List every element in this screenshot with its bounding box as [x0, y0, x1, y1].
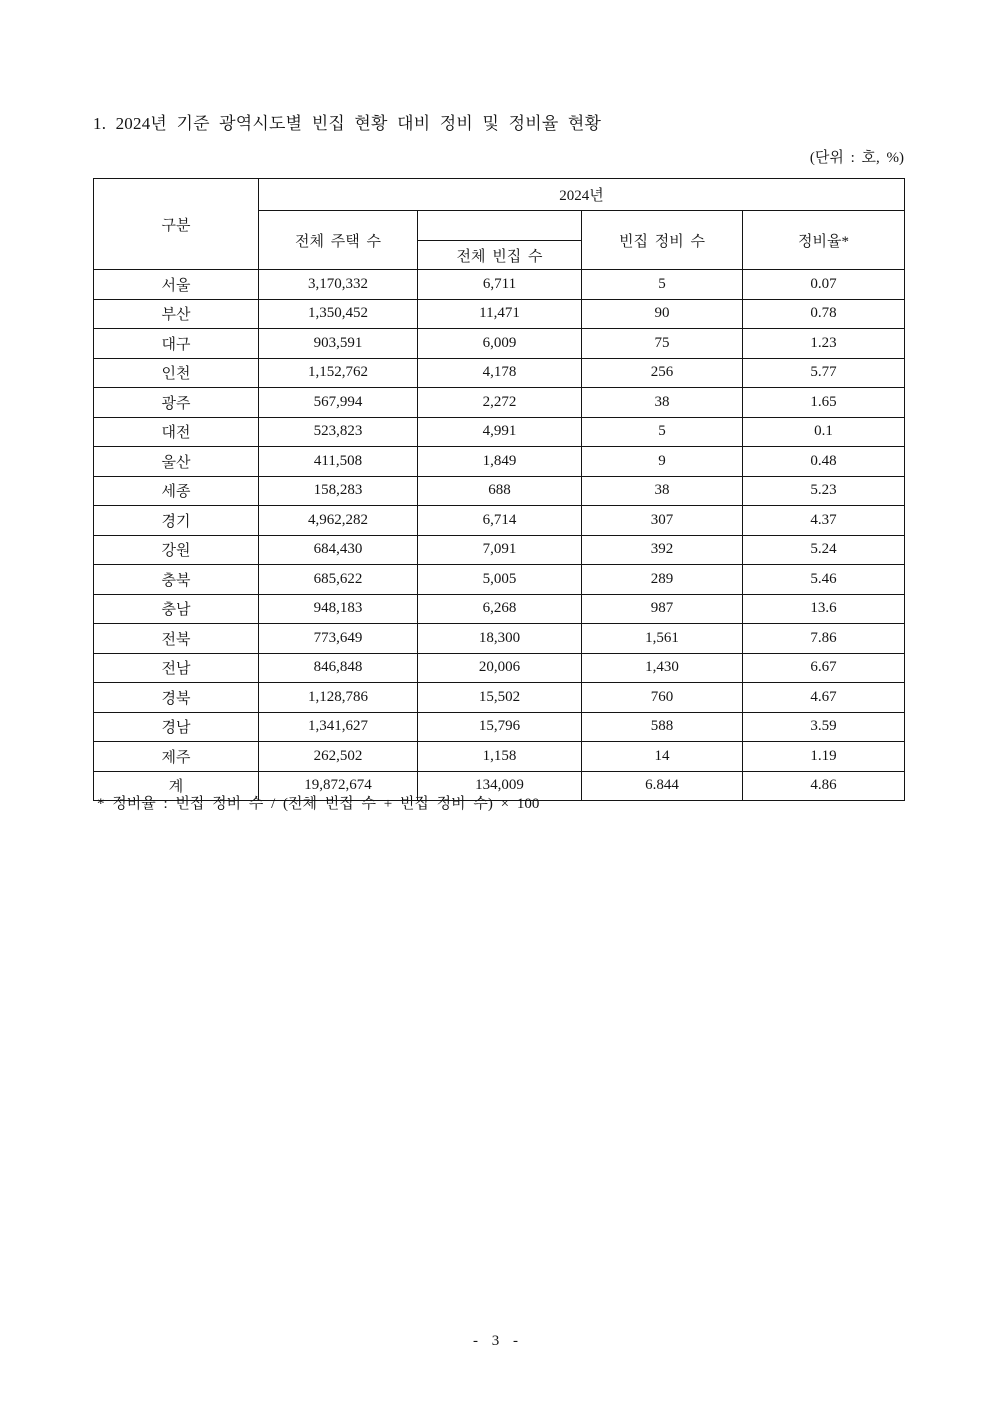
- table-header: [94, 179, 905, 270]
- table-row: [94, 653, 905, 683]
- region-cell: 세종: [94, 476, 259, 506]
- total-houses-cell: 773,649: [259, 624, 418, 654]
- total-houses-cell: 684,430: [259, 535, 418, 565]
- renovation-rate-cell: 0.1: [743, 417, 905, 447]
- region-cell: 광주: [94, 388, 259, 418]
- total-vacant-cell: 6,268: [418, 594, 582, 624]
- vacant-renovated-cell: 9: [582, 447, 743, 477]
- region-cell: 대전: [94, 417, 259, 447]
- vacant-renovated-cell: 1,561: [582, 624, 743, 654]
- total-houses-cell: 948,183: [259, 594, 418, 624]
- table-row: [94, 476, 905, 506]
- total-houses-cell: 903,591: [259, 329, 418, 359]
- renovation-rate-cell: 5.23: [743, 476, 905, 506]
- vacant-renovated-cell: 1,430: [582, 653, 743, 683]
- total-vacant-cell: 134,009: [418, 771, 582, 801]
- total-vacant-cell: 1,158: [418, 742, 582, 772]
- table-body: [94, 270, 905, 801]
- total-vacant-cell: 6,711: [418, 270, 582, 300]
- renovation-rate-cell: 6.67: [743, 653, 905, 683]
- table-row: [94, 565, 905, 595]
- renovation-rate-cell: 1.65: [743, 388, 905, 418]
- table-row: [94, 535, 905, 565]
- renovation-rate-cell: 5.77: [743, 358, 905, 388]
- region-cell: 충남: [94, 594, 259, 624]
- vacant-renovated-cell: 307: [582, 506, 743, 536]
- header-renovation-rate: 정비율*: [743, 211, 905, 270]
- renovation-rate-cell: 4.86: [743, 771, 905, 801]
- total-houses-cell: 3,170,332: [259, 270, 418, 300]
- total-vacant-cell: 20,006: [418, 653, 582, 683]
- table-row: [94, 712, 905, 742]
- total-vacant-cell: 5,005: [418, 565, 582, 595]
- region-cell: 강원: [94, 535, 259, 565]
- vacant-renovated-cell: 75: [582, 329, 743, 359]
- header-row-year: [94, 179, 905, 211]
- total-houses-cell: 4,962,282: [259, 506, 418, 536]
- table-row: [94, 506, 905, 536]
- renovation-rate-cell: 0.48: [743, 447, 905, 477]
- region-cell: 전남: [94, 653, 259, 683]
- vacant-renovated-cell: 14: [582, 742, 743, 772]
- renovation-rate-cell: 13.6: [743, 594, 905, 624]
- unit-note: (단위 : 호, %): [809, 150, 904, 166]
- total-houses-cell: 1,341,627: [259, 712, 418, 742]
- vacant-renovated-cell: 392: [582, 535, 743, 565]
- table-row: [94, 683, 905, 713]
- region-cell: 전북: [94, 624, 259, 654]
- renovation-rate-cell: 4.67: [743, 683, 905, 713]
- total-vacant-cell: 1,849: [418, 447, 582, 477]
- header-year: 2024년: [259, 179, 905, 211]
- vacant-renovated-cell: 256: [582, 358, 743, 388]
- table-row: [94, 358, 905, 388]
- total-houses-cell: 567,994: [259, 388, 418, 418]
- vacant-renovated-cell: 38: [582, 476, 743, 506]
- total-vacant-cell: 15,502: [418, 683, 582, 713]
- renovation-rate-cell: 0.07: [743, 270, 905, 300]
- total-vacant-cell: 15,796: [418, 712, 582, 742]
- vacant-renovated-cell: 38: [582, 388, 743, 418]
- region-cell: 울산: [94, 447, 259, 477]
- page-number: - 3 -: [473, 1333, 519, 1349]
- header-total-houses: 전체 주택 수: [259, 211, 418, 270]
- table-row: [94, 329, 905, 359]
- total-vacant-cell: 688: [418, 476, 582, 506]
- total-houses-cell: 262,502: [259, 742, 418, 772]
- header-category: 구분: [94, 179, 259, 270]
- vacant-renovated-cell: 5: [582, 270, 743, 300]
- header-spacer-cell: [418, 211, 582, 241]
- total-houses-cell: 1,152,762: [259, 358, 418, 388]
- region-cell: 경남: [94, 712, 259, 742]
- vacant-renovated-cell: 5: [582, 417, 743, 447]
- total-houses-cell: 523,823: [259, 417, 418, 447]
- header-vacant-renovated: 빈집 정비 수: [582, 211, 743, 270]
- renovation-rate-cell: 0.78: [743, 299, 905, 329]
- region-cell: 계: [94, 771, 259, 801]
- renovation-rate-cell: 4.37: [743, 506, 905, 536]
- total-vacant-cell: 4,991: [418, 417, 582, 447]
- vacant-renovated-cell: 289: [582, 565, 743, 595]
- region-cell: 부산: [94, 299, 259, 329]
- region-cell: 서울: [94, 270, 259, 300]
- renovation-rate-cell: 1.23: [743, 329, 905, 359]
- total-houses-cell: 19,872,674: [259, 771, 418, 801]
- total-vacant-cell: 4,178: [418, 358, 582, 388]
- table-row: [94, 417, 905, 447]
- region-cell: 대구: [94, 329, 259, 359]
- table-row: [94, 270, 905, 300]
- vacant-renovated-cell: 588: [582, 712, 743, 742]
- page-title: 1. 2024년 기준 광역시도별 빈집 현황 대비 정비 및 정비율 현황: [93, 114, 602, 133]
- renovation-rate-cell: 5.24: [743, 535, 905, 565]
- vacant-renovated-cell: 6.844: [582, 771, 743, 801]
- total-houses-cell: 685,622: [259, 565, 418, 595]
- renovation-rate-cell: 5.46: [743, 565, 905, 595]
- total-houses-cell: 158,283: [259, 476, 418, 506]
- total-vacant-cell: 18,300: [418, 624, 582, 654]
- vacant-renovated-cell: 90: [582, 299, 743, 329]
- renovation-rate-cell: 1.19: [743, 742, 905, 772]
- total-houses-cell: 846,848: [259, 653, 418, 683]
- table-row: [94, 742, 905, 772]
- region-cell: 충북: [94, 565, 259, 595]
- total-vacant-cell: 7,091: [418, 535, 582, 565]
- renovation-rate-cell: 7.86: [743, 624, 905, 654]
- table-row: [94, 624, 905, 654]
- vacant-renovated-cell: 987: [582, 594, 743, 624]
- table-row: [94, 388, 905, 418]
- region-cell: 경기: [94, 506, 259, 536]
- total-houses-cell: 1,128,786: [259, 683, 418, 713]
- vacant-renovated-cell: 760: [582, 683, 743, 713]
- table-row: [94, 447, 905, 477]
- renovation-rate-cell: 3.59: [743, 712, 905, 742]
- vacant-housing-table: [93, 178, 905, 801]
- total-vacant-cell: 6,009: [418, 329, 582, 359]
- table-row: [94, 299, 905, 329]
- region-cell: 제주: [94, 742, 259, 772]
- table-row: [94, 594, 905, 624]
- region-cell: 인천: [94, 358, 259, 388]
- total-houses-cell: 411,508: [259, 447, 418, 477]
- header-total-vacant: 전체 빈집 수: [418, 241, 582, 270]
- total-vacant-cell: 2,272: [418, 388, 582, 418]
- region-cell: 경북: [94, 683, 259, 713]
- total-vacant-cell: 6,714: [418, 506, 582, 536]
- footnote: * 정비율 : 빈집 정비 수 / (전체 빈집 수 + 빈집 정비 수) × 100: [97, 796, 540, 812]
- total-vacant-cell: 11,471: [418, 299, 582, 329]
- total-houses-cell: 1,350,452: [259, 299, 418, 329]
